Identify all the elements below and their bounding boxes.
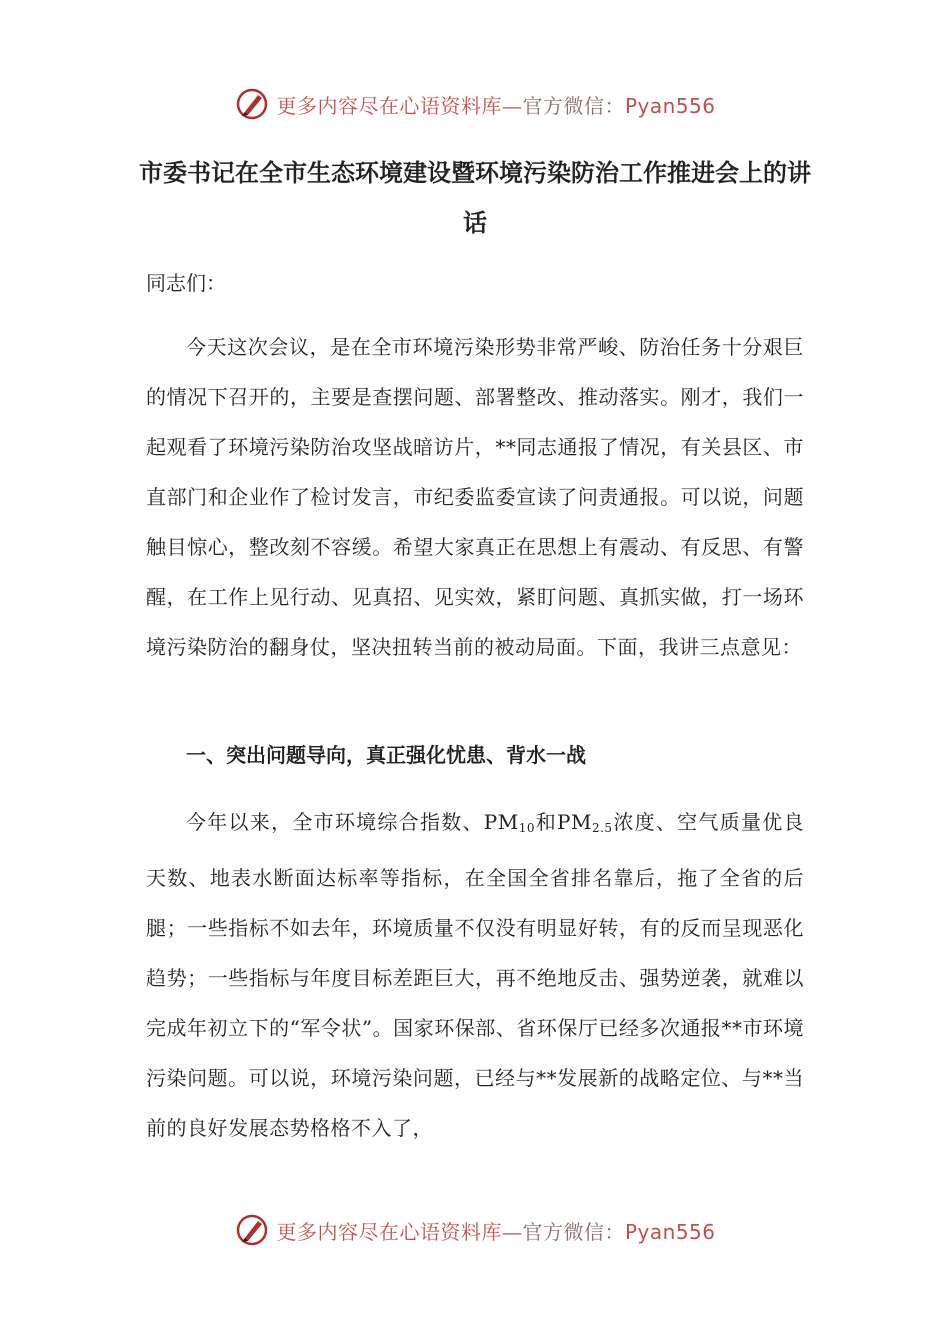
paragraph-2-part-a: 今年以来，全市环境综合指数、PM — [186, 810, 519, 834]
banner-wechat-label: 官方微信： — [522, 93, 625, 118]
pen-logo-icon — [234, 86, 270, 122]
banner-wechat-id: Pyan556 — [624, 93, 716, 118]
pm25-subscript: 2.5 — [591, 821, 613, 835]
banner-wechat-label: 官方微信： — [522, 1219, 625, 1244]
section-heading-1: 一、突出问题导向，真正强化忧患、背水一战 — [186, 743, 586, 767]
paragraph-1: 今天这次会议，是在全市环境污染形势非常严峻、防治任务十分艰巨的情况下召开的，主要是查摆问题、部署整改、推动落实。刚才，我们一起观看了环境污染防治攻坚战暗访片，**同志通报了情况，有关县区、市直部门和企业作了检讨发言，市纪委监委宣读了问责通报。可以说，问题触目惊心，整改刻不容缓。希望大家真正在思想上有震动、有反思、有警醒，在工作上见行动、见真招、见实效，紧盯问题、真抓实做，打一场环境污染防治的翻身仗，坚决扭转当前的被动局面。下面，我讲三点意见： — [146, 335, 804, 659]
banner-text: 更多内容尽在心语资料库— — [276, 1219, 523, 1244]
salutation: 同志们： — [146, 271, 226, 295]
pen-logo-icon — [234, 1212, 270, 1248]
banner-text: 更多内容尽在心语资料库— — [276, 93, 523, 118]
banner-wechat-id: Pyan556 — [624, 1219, 716, 1244]
header-banner — [0, 82, 950, 126]
document-title: 市委书记在全市生态环境建设暨环境污染防治工作推进会上的讲话 — [139, 158, 811, 237]
footer-banner — [0, 1208, 950, 1252]
paragraph-2-part-c: 浓度、空气质量优良天数、地表水断面达标率等指标，在全国全省排名靠后，拖了全省的后腿；一些指标不如去年，环境质量不仅没有明显好转，有的反而呈现恶化趋势；一些指标与年度目标差距巨大，再不绝地反击、强势逆袭，就难以完成年初立下的“军令状”。国家环保部、省环保厅已经多次通报**市环境污染问题。可以说，环境污染问题，已经与**发展新的战略定位、与**当前的良好发展态势格格不入了， — [146, 810, 805, 1140]
paragraph-2-part-b: 和PM — [535, 810, 592, 834]
pm10-subscript: 10 — [518, 821, 535, 835]
paragraph-2 — [146, 797, 804, 1153]
